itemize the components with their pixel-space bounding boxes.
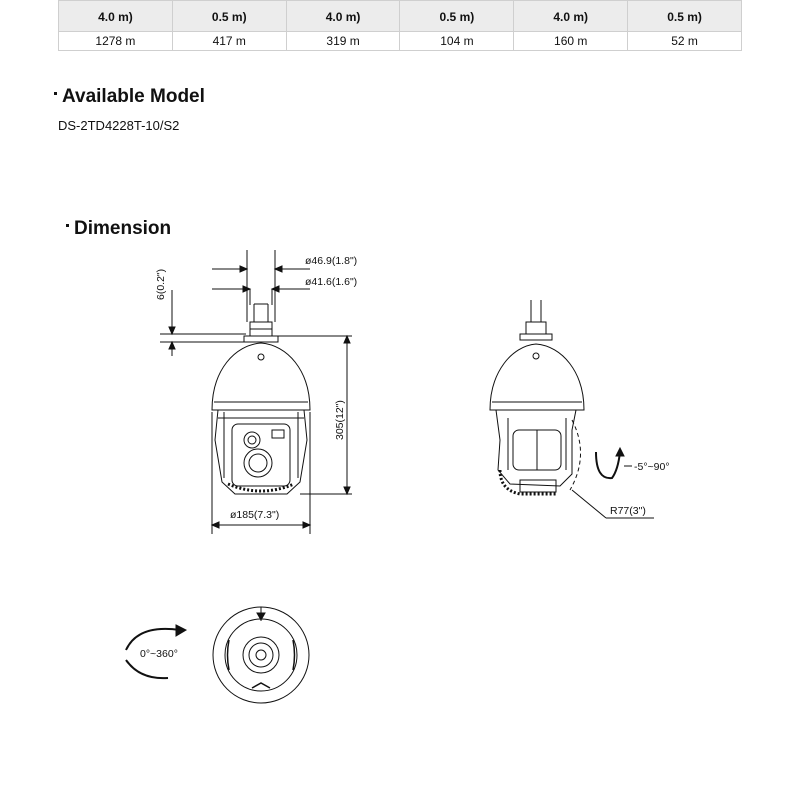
side-view-drawing	[490, 300, 654, 518]
dim-label-height: 305(12")	[334, 400, 346, 440]
dim-label-outer-diameter: ø46.9(1.8")	[305, 255, 358, 267]
dimension-heading: Dimension	[66, 218, 171, 240]
model-number: DS-2TD4228T-10/S2	[58, 118, 180, 133]
dim-label-pan: 0°~360°	[140, 648, 178, 660]
front-view-drawing	[160, 250, 352, 534]
available-model-heading: Available Model	[54, 86, 205, 108]
spec-header-cell: 0.5 m)	[400, 1, 514, 32]
spec-value-cell: 52 m	[628, 32, 742, 51]
spec-header-cell: 0.5 m)	[172, 1, 286, 32]
dim-label-width: ø185(7.3")	[230, 509, 280, 521]
spec-value-cell: 417 m	[172, 32, 286, 51]
spec-value-cell: 104 m	[400, 32, 514, 51]
spec-header-cell: 4.0 m)	[514, 1, 628, 32]
spec-value-cell: 160 m	[514, 32, 628, 51]
spec-value-cell: 319 m	[286, 32, 400, 51]
spec-header-cell: 4.0 m)	[59, 1, 173, 32]
spec-header-cell: 0.5 m)	[628, 1, 742, 32]
spec-header-cell: 4.0 m)	[286, 1, 400, 32]
dim-label-radius: R77(3")	[610, 505, 646, 517]
dim-label-inner-diameter: ø41.6(1.6")	[305, 276, 358, 288]
spec-value-cell: 1278 m	[59, 32, 173, 51]
dim-label-tilt: -5°~90°	[634, 461, 670, 473]
dim-label-top-gap: 6(0.2")	[155, 268, 167, 300]
